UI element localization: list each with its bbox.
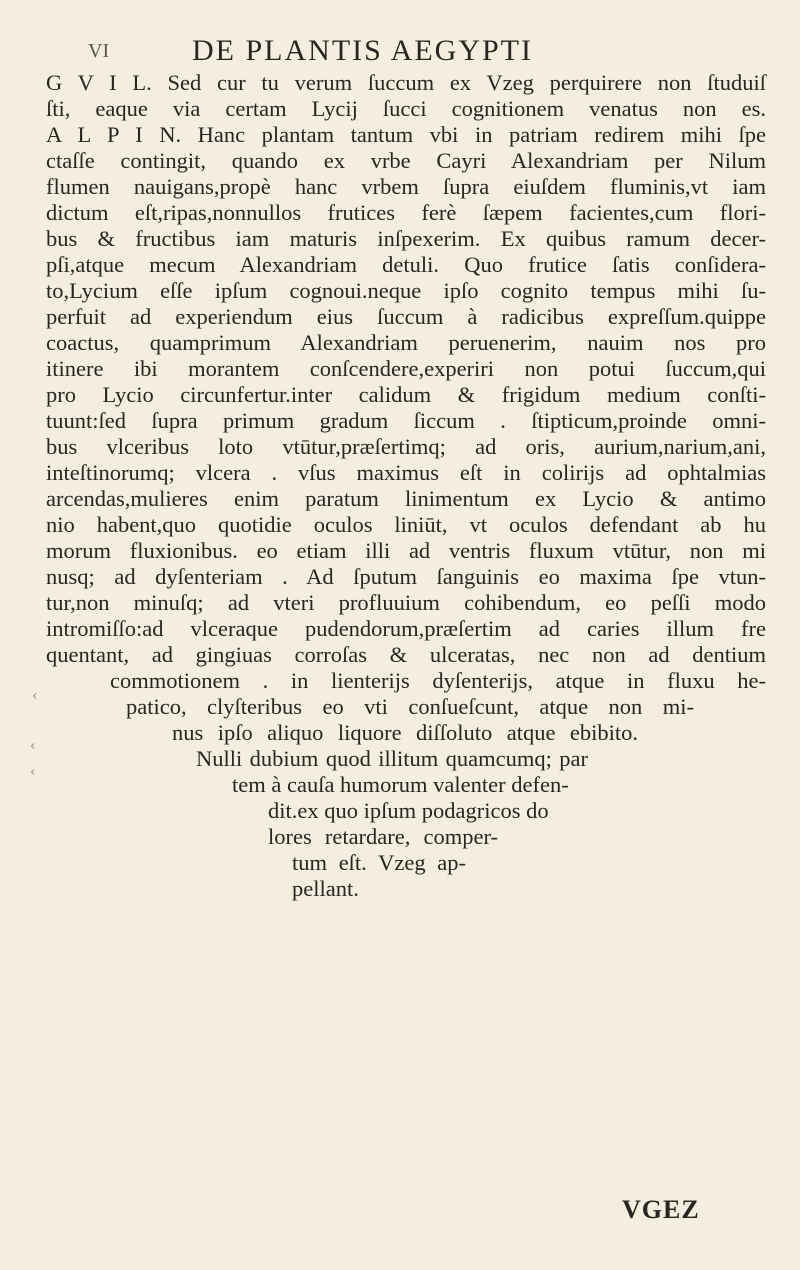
body-text — [46, 70, 766, 902]
text-line: nusq; ad dyſenteriam . Ad ſputum ſanguinis eo maxima ſpe vtun- — [46, 564, 766, 589]
text-line: lores retardare, comper- — [268, 824, 498, 849]
text-line: intromiſſo:ad vlceraque pudendorum,præſertim ad caries illum fre — [46, 616, 766, 641]
text-line: G V I L. Sed cur tu verum ſuccum ex Vzeg perquirere non ſtuduiſ — [46, 70, 766, 95]
text-line: patico, clyſteribus eo vti conſueſcunt, atque non mi- — [126, 694, 694, 719]
text-line: quentant, ad gingiuas corroſas & ulceratas, nec non ad dentium — [46, 642, 766, 667]
text-line: ctaſſe contingit, quando ex vrbe Cayri Alexandriam per Nilum — [46, 148, 766, 173]
text-line: bus & fructibus iam maturis inſpexerim. Ex quibus ramum decer- — [46, 226, 766, 251]
text-line: inteſtinorumq; vlcera . vſus maximus eſt in colirijs ad ophtalmias — [46, 460, 766, 485]
text-line: pellant. — [292, 876, 359, 901]
text-line: morum fluxionibus. eo etiam illi ad ventris fluxum vtūtur, non mi — [46, 538, 766, 563]
text-line: ſti, eaque via certam Lycij ſucci cognitionem venatus non es. — [46, 96, 766, 121]
text-line: pſi,atque mecum Alexandriam detuli. Quo frutice ſatis conſidera- — [46, 252, 766, 277]
text-line: Nulli dubium quod illitum quamcumq; par — [196, 746, 588, 771]
text-line: to,Lycium eſſe ipſum cognoui.neque ipſo cognito tempus mihi ſu- — [46, 278, 766, 303]
text-line: perfuit ad experiendum eius ſuccum à radicibus expreſſum.quippe — [46, 304, 766, 329]
text-line: pro Lycio circunfertur.inter calidum & frigidum medium conſti- — [46, 382, 766, 407]
running-head: DE PLANTIS AEGYPTI — [192, 34, 533, 67]
text-line: A L P I N. Hanc plantam tantum vbi in patriam redirem mihi ſpe — [46, 122, 766, 147]
text-line: coactus, quamprimum Alexandriam peruenerim, nauim nos pro — [46, 330, 766, 355]
text-line: nio habent,quo quotidie oculos liniūt, vt oculos defendant ab hu — [46, 512, 766, 537]
text-line: flumen nauigans,propè hanc vrbem ſupra eiuſdem fluminis,vt iam — [46, 174, 766, 199]
marginal-mark: ‹ — [30, 738, 36, 754]
text-line: tuunt:ſed ſupra primum gradum ſiccum . ſtipticum,proinde omni- — [46, 408, 766, 433]
text-line: nus ipſo aliquo liquore diſſoluto atque ebibito. — [172, 720, 638, 745]
page-number: VI — [88, 40, 110, 62]
text-line: dictum eſt,ripas,nonnullos frutices ferè ſæpem facientes,cum flori- — [46, 200, 766, 225]
text-line: tum eſt. Vzeg ap- — [292, 850, 466, 875]
text-line: itinere ibi morantem conſcendere,experiri non potui ſuccum,qui — [46, 356, 766, 381]
catchword: VGEZ — [622, 1195, 700, 1224]
marginal-mark: ‹ — [32, 688, 38, 704]
text-line: commotionem . in lienterijs dyſenterijs, atque in fluxu he- — [110, 668, 766, 693]
text-line: arcendas,mulieres enim paratum linimentum ex Lycio & antimo — [46, 486, 766, 511]
text-line: bus vlceribus loto vtūtur,præſertimq; ad oris, aurium,narium,ani, — [46, 434, 766, 459]
marginal-mark: ‹ — [30, 764, 36, 780]
text-line: tem à cauſa humorum valenter defen- — [232, 772, 569, 797]
text-line: dit.ex quo ipſum podagricos do — [268, 798, 549, 823]
text-line: tur,non minuſq; ad vteri profluuium cohibendum, eo peſſi modo — [46, 590, 766, 615]
